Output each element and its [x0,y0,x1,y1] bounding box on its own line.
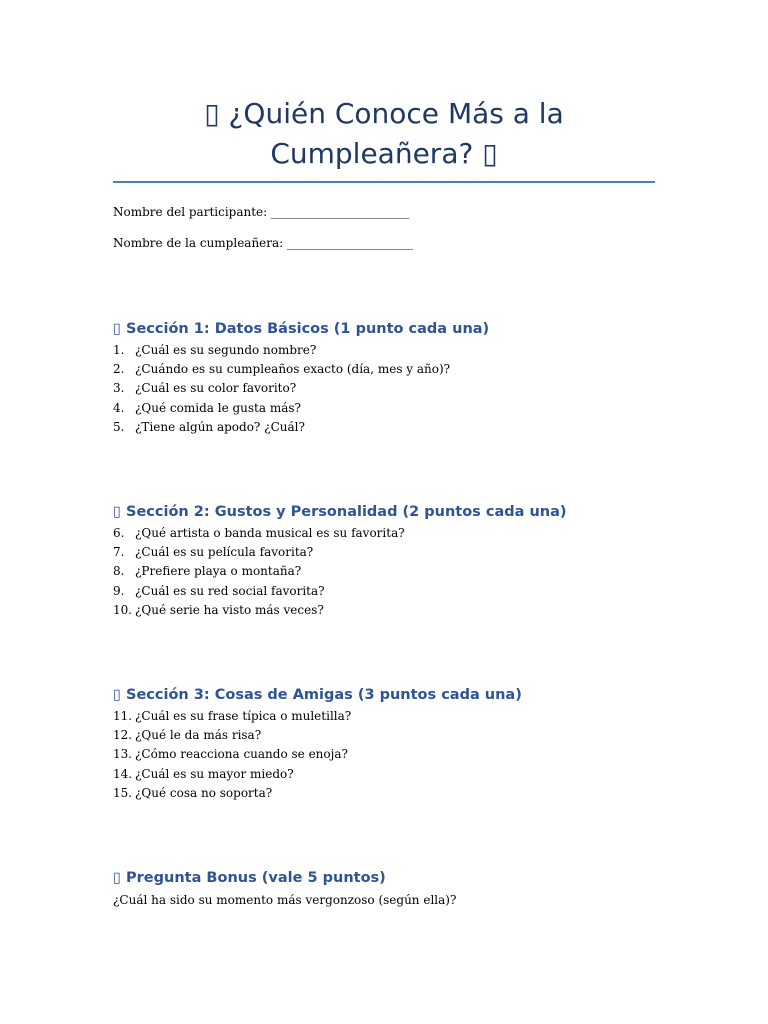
question-text: ¿Qué cosa no soporta? [135,785,273,800]
question-text: ¿Cuándo es su cumpleaños exacto (día, mes y año)? [135,362,451,377]
question-number: 4. [113,400,125,415]
question-text: ¿Cuál es su película favorita? [135,545,314,560]
question-number: 15. [113,785,133,800]
title-line-2: Cumpleañera? ▯ [270,137,498,170]
list-item [113,341,655,360]
document-title [113,0,655,174]
bonus-question-text: ¿Cuál ha sido su momento más vergonzoso (según ella)? [113,893,457,908]
question-number: 11. [113,709,133,724]
question-text: ¿Qué comida le gusta más? [135,400,301,415]
question-text: ¿Prefiere playa o montaña? [135,564,302,579]
list-item [113,562,655,581]
section-3-heading: ▯ Sección 3: Cosas de Amigas (3 puntos cada una) [113,687,522,704]
question-text: ¿Cuál es su frase típica o muletilla? [135,709,352,724]
question-number: 6. [113,526,125,541]
list-item [113,765,655,784]
question-text: ¿Cuál es su segundo nombre? [135,343,317,357]
question-text: ¿Qué artista o banda musical es su favorita? [135,526,405,541]
question-text: ¿Qué serie ha visto más veces? [135,602,324,617]
question-text: ¿Cuál es su color favorito? [135,381,297,396]
list-item [113,784,655,803]
participant-name-field [113,204,655,220]
list-item [113,524,655,543]
bonus-heading: ▯ Pregunta Bonus (vale 5 puntos) [113,870,386,887]
birthday-girl-name-field [113,235,655,251]
question-number: 3. [113,381,125,396]
participant-name-blank: _______________________ [271,205,410,219]
question-text: ¿Cuál es su red social favorita? [135,583,325,598]
list-item [113,379,655,398]
list-item [113,543,655,562]
question-number: 5. [113,419,125,434]
section-2-heading: ▯ Sección 2: Gustos y Personalidad (2 puntos cada una) [113,504,567,521]
question-number: 14. [113,766,133,781]
list-item [113,745,655,764]
list-item [113,707,655,726]
list-item [113,726,655,745]
question-text: ¿Qué le da más risa? [135,728,262,743]
birthday-girl-name-label: Nombre de la cumpleañera: [113,236,288,250]
title-underline [113,181,655,183]
question-text: ¿Cuál es su mayor miedo? [135,766,294,781]
list-item [113,399,655,418]
section-1-heading: ▯ Sección 1: Datos Básicos (1 punto cada una) [113,321,490,337]
birthday-girl-name-blank: _____________________ [287,236,414,250]
question-text: ¿Tiene algún apodo? ¿Cuál? [135,419,305,434]
list-item [113,601,655,620]
section-1-questions [113,341,655,437]
question-number: 7. [113,545,125,560]
question-number: 8. [113,564,125,579]
question-number: 1. [113,343,125,357]
list-item [113,418,655,437]
question-number: 10. [113,602,133,617]
section-3-questions [113,707,655,803]
section-2-questions [113,524,655,620]
question-text: ¿Cómo reacciona cuando se enoja? [135,747,348,762]
document-page [113,0,655,910]
question-number: 2. [113,362,125,377]
question-number: 13. [113,747,133,762]
list-item [113,582,655,601]
participant-name-label: Nombre del participante: [113,205,272,219]
question-number: 9. [113,583,125,598]
list-item [113,360,655,379]
question-number: 12. [113,728,133,743]
title-line-1: ▯ ¿Quién Conoce Más a la [204,97,564,130]
